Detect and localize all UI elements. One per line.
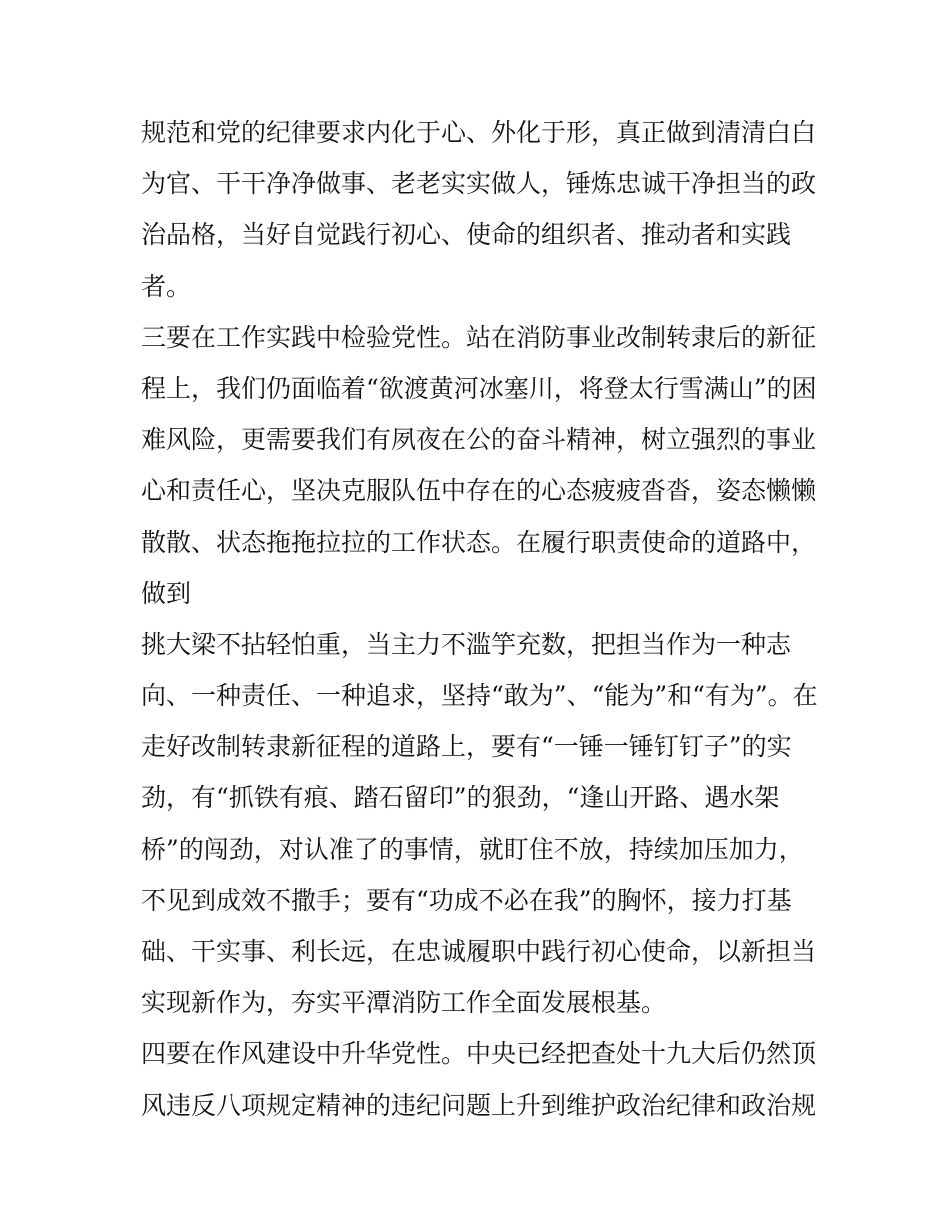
body-text <box>141 107 821 1131</box>
text-line: 规范和党的纪律要求内化于心、外化于形，真正做到清清白白 <box>141 118 817 147</box>
text-line: 不见到成效不撒手；要有“功成不必在我”的胸怀，接力打基 <box>141 885 792 915</box>
text-line: 桥”的闯劲，对认准了的事情，就盯住不放，持续加压加力， <box>141 834 804 864</box>
text-line: 础、干实事、利长远，在忠诚履职中践行初心使命，以新担当 <box>141 937 817 966</box>
text-line: 者。 <box>141 271 192 301</box>
text-line: 挑大梁不拈轻怕重，当主力不滥竽充数，把担当作为一种志 <box>141 629 792 659</box>
text-line: 实现新作为，夯实平潭消防工作全面发展根基。 <box>141 988 667 1018</box>
text-line: 四要在作风建设中升华党性。中央已经把查处十九大后仍然顶 <box>141 1039 817 1069</box>
text-line: 为官、干干净净做事、老老实实做人，锤炼忠诚干净担当的政 <box>141 169 817 199</box>
text-line: 散散、状态拖拖拉拉的工作状态。在履行职责使命的道路中， <box>141 527 817 557</box>
text-line: 治品格，当好自觉践行初心、使命的组织者、推动者和实践 <box>141 220 792 250</box>
text-line: 向、一种责任、一种追求，坚持“敢为”、“能为”和“有为”。在 <box>141 681 818 711</box>
text-line: 走好改制转隶新征程的道路上，要有“一锤一锤钉钉子”的实 <box>141 732 792 762</box>
text-line: 难风险，更需要我们有夙夜在公的奋斗精神，树立强烈的事业 <box>141 425 817 455</box>
text-line: 做到 <box>141 578 192 608</box>
text-line: 心和责任心，坚决克服队伍中存在的心态疲疲沓沓，姿态懒懒 <box>141 476 817 506</box>
text-line: 劲，有“抓铁有痕、踏石留印”的狠劲，“逢山开路、遇水架 <box>141 783 780 813</box>
text-line: 风违反八项规定精神的违纪问题上升到维护政治纪律和政治规 <box>141 1090 817 1120</box>
text-line: 三要在工作实践中检验党性。站在消防事业改制转隶后的新征 <box>141 322 817 352</box>
text-line: 程上，我们仍面临着“欲渡黄河冰塞川，将登太行雪满山”的困 <box>141 373 817 403</box>
